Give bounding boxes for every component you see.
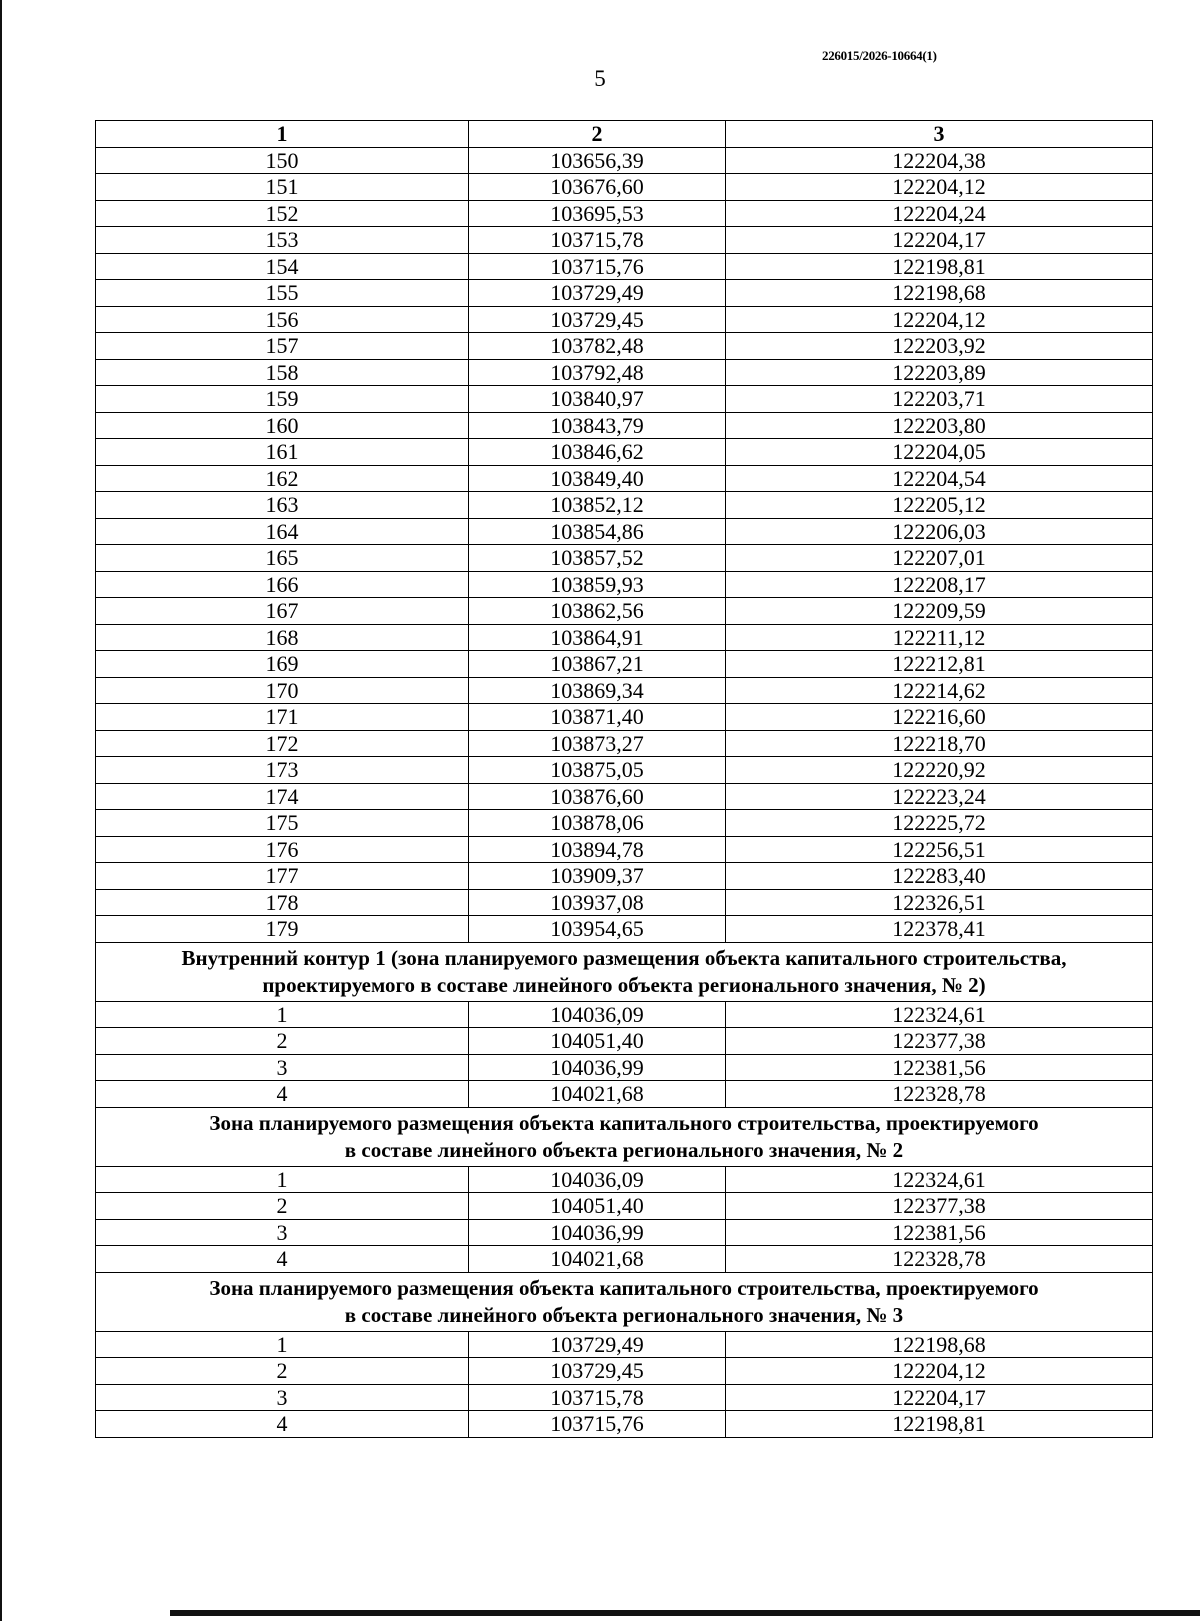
point-number-cell: 154 — [96, 253, 469, 280]
point-number-cell: 4 — [96, 1246, 469, 1273]
x-coordinate-cell: 103876,60 — [469, 783, 726, 810]
y-coordinate-cell: 122218,70 — [726, 730, 1153, 757]
section-title-line-1: Зона планируемого размещения объекта капитального строительства, проектируемого — [209, 1275, 1039, 1300]
point-number-cell: 175 — [96, 810, 469, 837]
table-row — [96, 863, 1153, 890]
point-number-cell: 1 — [96, 1166, 469, 1193]
section-title-line-2: в составе линейного объекта регионального значения, № 2 — [344, 1137, 904, 1162]
point-number-cell: 179 — [96, 916, 469, 943]
x-coordinate-cell: 104021,68 — [469, 1246, 726, 1273]
point-number-cell: 1 — [96, 1331, 469, 1358]
table-row — [96, 1411, 1153, 1438]
table-row — [96, 465, 1153, 492]
x-coordinate-cell: 103729,45 — [469, 306, 726, 333]
y-coordinate-cell: 122204,05 — [726, 439, 1153, 466]
point-number-cell: 167 — [96, 598, 469, 625]
y-coordinate-cell: 122328,78 — [726, 1246, 1153, 1273]
x-coordinate-cell: 103843,79 — [469, 412, 726, 439]
y-coordinate-cell: 122204,38 — [726, 147, 1153, 174]
point-number-cell: 176 — [96, 836, 469, 863]
y-coordinate-cell: 122214,62 — [726, 677, 1153, 704]
table-row — [96, 306, 1153, 333]
point-number-cell: 168 — [96, 624, 469, 651]
x-coordinate-cell: 103864,91 — [469, 624, 726, 651]
x-coordinate-cell: 104036,09 — [469, 1001, 726, 1028]
point-number-cell: 163 — [96, 492, 469, 519]
x-coordinate-cell: 103869,34 — [469, 677, 726, 704]
y-coordinate-cell: 122220,92 — [726, 757, 1153, 784]
section-title-line-1: Зона планируемого размещения объекта капитального строительства, проектируемого — [209, 1110, 1039, 1135]
table-row — [96, 412, 1153, 439]
x-coordinate-cell: 103729,49 — [469, 280, 726, 307]
x-coordinate-cell: 104036,99 — [469, 1219, 726, 1246]
point-number-cell: 165 — [96, 545, 469, 572]
y-coordinate-cell: 122204,54 — [726, 465, 1153, 492]
table-row — [96, 757, 1153, 784]
column-header-1: 1 — [96, 121, 469, 148]
table-row — [96, 624, 1153, 651]
table-row — [96, 1246, 1153, 1273]
table-row — [96, 1193, 1153, 1220]
point-number-cell: 3 — [96, 1384, 469, 1411]
table-row — [96, 439, 1153, 466]
x-coordinate-cell: 103846,62 — [469, 439, 726, 466]
point-number-cell: 157 — [96, 333, 469, 360]
y-coordinate-cell: 122324,61 — [726, 1001, 1153, 1028]
scan-border-left — [0, 0, 2, 1621]
point-number-cell: 170 — [96, 677, 469, 704]
scan-border-bottom — [170, 1610, 1200, 1616]
y-coordinate-cell: 122324,61 — [726, 1166, 1153, 1193]
table-row — [96, 1384, 1153, 1411]
x-coordinate-cell: 103695,53 — [469, 200, 726, 227]
table-row — [96, 889, 1153, 916]
y-coordinate-cell: 122326,51 — [726, 889, 1153, 916]
y-coordinate-cell: 122208,17 — [726, 571, 1153, 598]
section-title — [96, 942, 1153, 1001]
y-coordinate-cell: 122203,80 — [726, 412, 1153, 439]
x-coordinate-cell: 103715,76 — [469, 1411, 726, 1438]
y-coordinate-cell: 122198,68 — [726, 280, 1153, 307]
table-row — [96, 1001, 1153, 1028]
table-row — [96, 730, 1153, 757]
y-coordinate-cell: 122378,41 — [726, 916, 1153, 943]
x-coordinate-cell: 103849,40 — [469, 465, 726, 492]
table-row — [96, 598, 1153, 625]
table-row — [96, 333, 1153, 360]
point-number-cell: 159 — [96, 386, 469, 413]
x-coordinate-cell: 103875,05 — [469, 757, 726, 784]
table-row — [96, 783, 1153, 810]
section-header-row — [96, 942, 1153, 1001]
x-coordinate-cell: 103852,12 — [469, 492, 726, 519]
y-coordinate-cell: 122204,17 — [726, 1384, 1153, 1411]
table-row — [96, 253, 1153, 280]
point-number-cell: 151 — [96, 174, 469, 201]
point-number-cell: 3 — [96, 1219, 469, 1246]
point-number-cell: 2 — [96, 1028, 469, 1055]
point-number-cell: 150 — [96, 147, 469, 174]
table-row — [96, 704, 1153, 731]
table-row — [96, 836, 1153, 863]
point-number-cell: 162 — [96, 465, 469, 492]
point-number-cell: 2 — [96, 1193, 469, 1220]
point-number-cell: 153 — [96, 227, 469, 254]
x-coordinate-cell: 103871,40 — [469, 704, 726, 731]
y-coordinate-cell: 122198,81 — [726, 1411, 1153, 1438]
point-number-cell: 158 — [96, 359, 469, 386]
point-number-cell: 4 — [96, 1411, 469, 1438]
document-id: 226015/2026-10664(1) — [822, 48, 937, 63]
column-header-3: 3 — [726, 121, 1153, 148]
point-number-cell: 166 — [96, 571, 469, 598]
y-coordinate-cell: 122216,60 — [726, 704, 1153, 731]
x-coordinate-cell: 103729,45 — [469, 1358, 726, 1385]
y-coordinate-cell: 122205,12 — [726, 492, 1153, 519]
table-row — [96, 492, 1153, 519]
y-coordinate-cell: 122204,12 — [726, 306, 1153, 333]
x-coordinate-cell: 103676,60 — [469, 174, 726, 201]
section-title-line-2: проектируемого в составе линейного объекта регионального значения, № 2) — [262, 972, 986, 997]
point-number-cell: 172 — [96, 730, 469, 757]
x-coordinate-cell: 103782,48 — [469, 333, 726, 360]
y-coordinate-cell: 122225,72 — [726, 810, 1153, 837]
table-row — [96, 1166, 1153, 1193]
table-row — [96, 147, 1153, 174]
section-title-line-2: в составе линейного объекта регионального значения, № 3 — [344, 1302, 904, 1327]
y-coordinate-cell: 122204,12 — [726, 1358, 1153, 1385]
point-number-cell: 2 — [96, 1358, 469, 1385]
table-row — [96, 1081, 1153, 1108]
table-row — [96, 1028, 1153, 1055]
x-coordinate-cell: 103909,37 — [469, 863, 726, 890]
y-coordinate-cell: 122256,51 — [726, 836, 1153, 863]
table-row — [96, 227, 1153, 254]
x-coordinate-cell: 103729,49 — [469, 1331, 726, 1358]
section-header-row — [96, 1272, 1153, 1331]
y-coordinate-cell: 122223,24 — [726, 783, 1153, 810]
x-coordinate-cell: 103792,48 — [469, 359, 726, 386]
x-coordinate-cell: 103954,65 — [469, 916, 726, 943]
x-coordinate-cell: 103937,08 — [469, 889, 726, 916]
point-number-cell: 161 — [96, 439, 469, 466]
point-number-cell: 164 — [96, 518, 469, 545]
point-number-cell: 174 — [96, 783, 469, 810]
point-number-cell: 1 — [96, 1001, 469, 1028]
x-coordinate-cell: 103656,39 — [469, 147, 726, 174]
section-title — [96, 1107, 1153, 1166]
y-coordinate-cell: 122203,92 — [726, 333, 1153, 360]
x-coordinate-cell: 103873,27 — [469, 730, 726, 757]
table-row — [96, 280, 1153, 307]
table-header — [96, 121, 1153, 148]
y-coordinate-cell: 122207,01 — [726, 545, 1153, 572]
y-coordinate-cell: 122204,17 — [726, 227, 1153, 254]
table-row — [96, 1331, 1153, 1358]
x-coordinate-cell: 103867,21 — [469, 651, 726, 678]
table-row — [96, 200, 1153, 227]
table-row — [96, 1219, 1153, 1246]
x-coordinate-cell: 103859,93 — [469, 571, 726, 598]
y-coordinate-cell: 122206,03 — [726, 518, 1153, 545]
section-title-line-1: Внутренний контур 1 (зона планируемого размещения объекта капитального строительства, — [181, 945, 1067, 970]
table-row — [96, 174, 1153, 201]
y-coordinate-cell: 122203,89 — [726, 359, 1153, 386]
table-row — [96, 1054, 1153, 1081]
y-coordinate-cell: 122328,78 — [726, 1081, 1153, 1108]
point-number-cell: 152 — [96, 200, 469, 227]
table-row — [96, 651, 1153, 678]
point-number-cell: 155 — [96, 280, 469, 307]
point-number-cell: 4 — [96, 1081, 469, 1108]
y-coordinate-cell: 122204,12 — [726, 174, 1153, 201]
point-number-cell: 169 — [96, 651, 469, 678]
y-coordinate-cell: 122204,24 — [726, 200, 1153, 227]
y-coordinate-cell: 122203,71 — [726, 386, 1153, 413]
y-coordinate-cell: 122377,38 — [726, 1193, 1153, 1220]
y-coordinate-cell: 122211,12 — [726, 624, 1153, 651]
point-number-cell: 3 — [96, 1054, 469, 1081]
x-coordinate-cell: 104051,40 — [469, 1193, 726, 1220]
x-coordinate-cell: 103857,52 — [469, 545, 726, 572]
table-row — [96, 518, 1153, 545]
point-number-cell: 171 — [96, 704, 469, 731]
y-coordinate-cell: 122377,38 — [726, 1028, 1153, 1055]
x-coordinate-cell: 104021,68 — [469, 1081, 726, 1108]
y-coordinate-cell: 122381,56 — [726, 1054, 1153, 1081]
table-row — [96, 916, 1153, 943]
x-coordinate-cell: 103715,78 — [469, 1384, 726, 1411]
y-coordinate-cell: 122212,81 — [726, 651, 1153, 678]
point-number-cell: 178 — [96, 889, 469, 916]
point-number-cell: 160 — [96, 412, 469, 439]
point-number-cell: 156 — [96, 306, 469, 333]
table-row — [96, 677, 1153, 704]
x-coordinate-cell: 103715,78 — [469, 227, 726, 254]
x-coordinate-cell: 104036,99 — [469, 1054, 726, 1081]
page-number: 5 — [594, 66, 606, 91]
x-coordinate-cell: 104051,40 — [469, 1028, 726, 1055]
point-number-cell: 173 — [96, 757, 469, 784]
table-row — [96, 810, 1153, 837]
section-title — [96, 1272, 1153, 1331]
x-coordinate-cell: 103894,78 — [469, 836, 726, 863]
coordinates-table — [95, 120, 1153, 1438]
table-row — [96, 545, 1153, 572]
y-coordinate-cell: 122198,68 — [726, 1331, 1153, 1358]
x-coordinate-cell: 103715,76 — [469, 253, 726, 280]
header-row — [96, 121, 1153, 148]
section-header-row — [96, 1107, 1153, 1166]
table-row — [96, 386, 1153, 413]
column-header-2: 2 — [469, 121, 726, 148]
x-coordinate-cell: 104036,09 — [469, 1166, 726, 1193]
y-coordinate-cell: 122283,40 — [726, 863, 1153, 890]
x-coordinate-cell: 103840,97 — [469, 386, 726, 413]
table-row — [96, 1358, 1153, 1385]
x-coordinate-cell: 103878,06 — [469, 810, 726, 837]
table-body — [96, 147, 1153, 1437]
y-coordinate-cell: 122198,81 — [726, 253, 1153, 280]
x-coordinate-cell: 103854,86 — [469, 518, 726, 545]
table-row — [96, 571, 1153, 598]
y-coordinate-cell: 122209,59 — [726, 598, 1153, 625]
y-coordinate-cell: 122381,56 — [726, 1219, 1153, 1246]
table-row — [96, 359, 1153, 386]
x-coordinate-cell: 103862,56 — [469, 598, 726, 625]
point-number-cell: 177 — [96, 863, 469, 890]
